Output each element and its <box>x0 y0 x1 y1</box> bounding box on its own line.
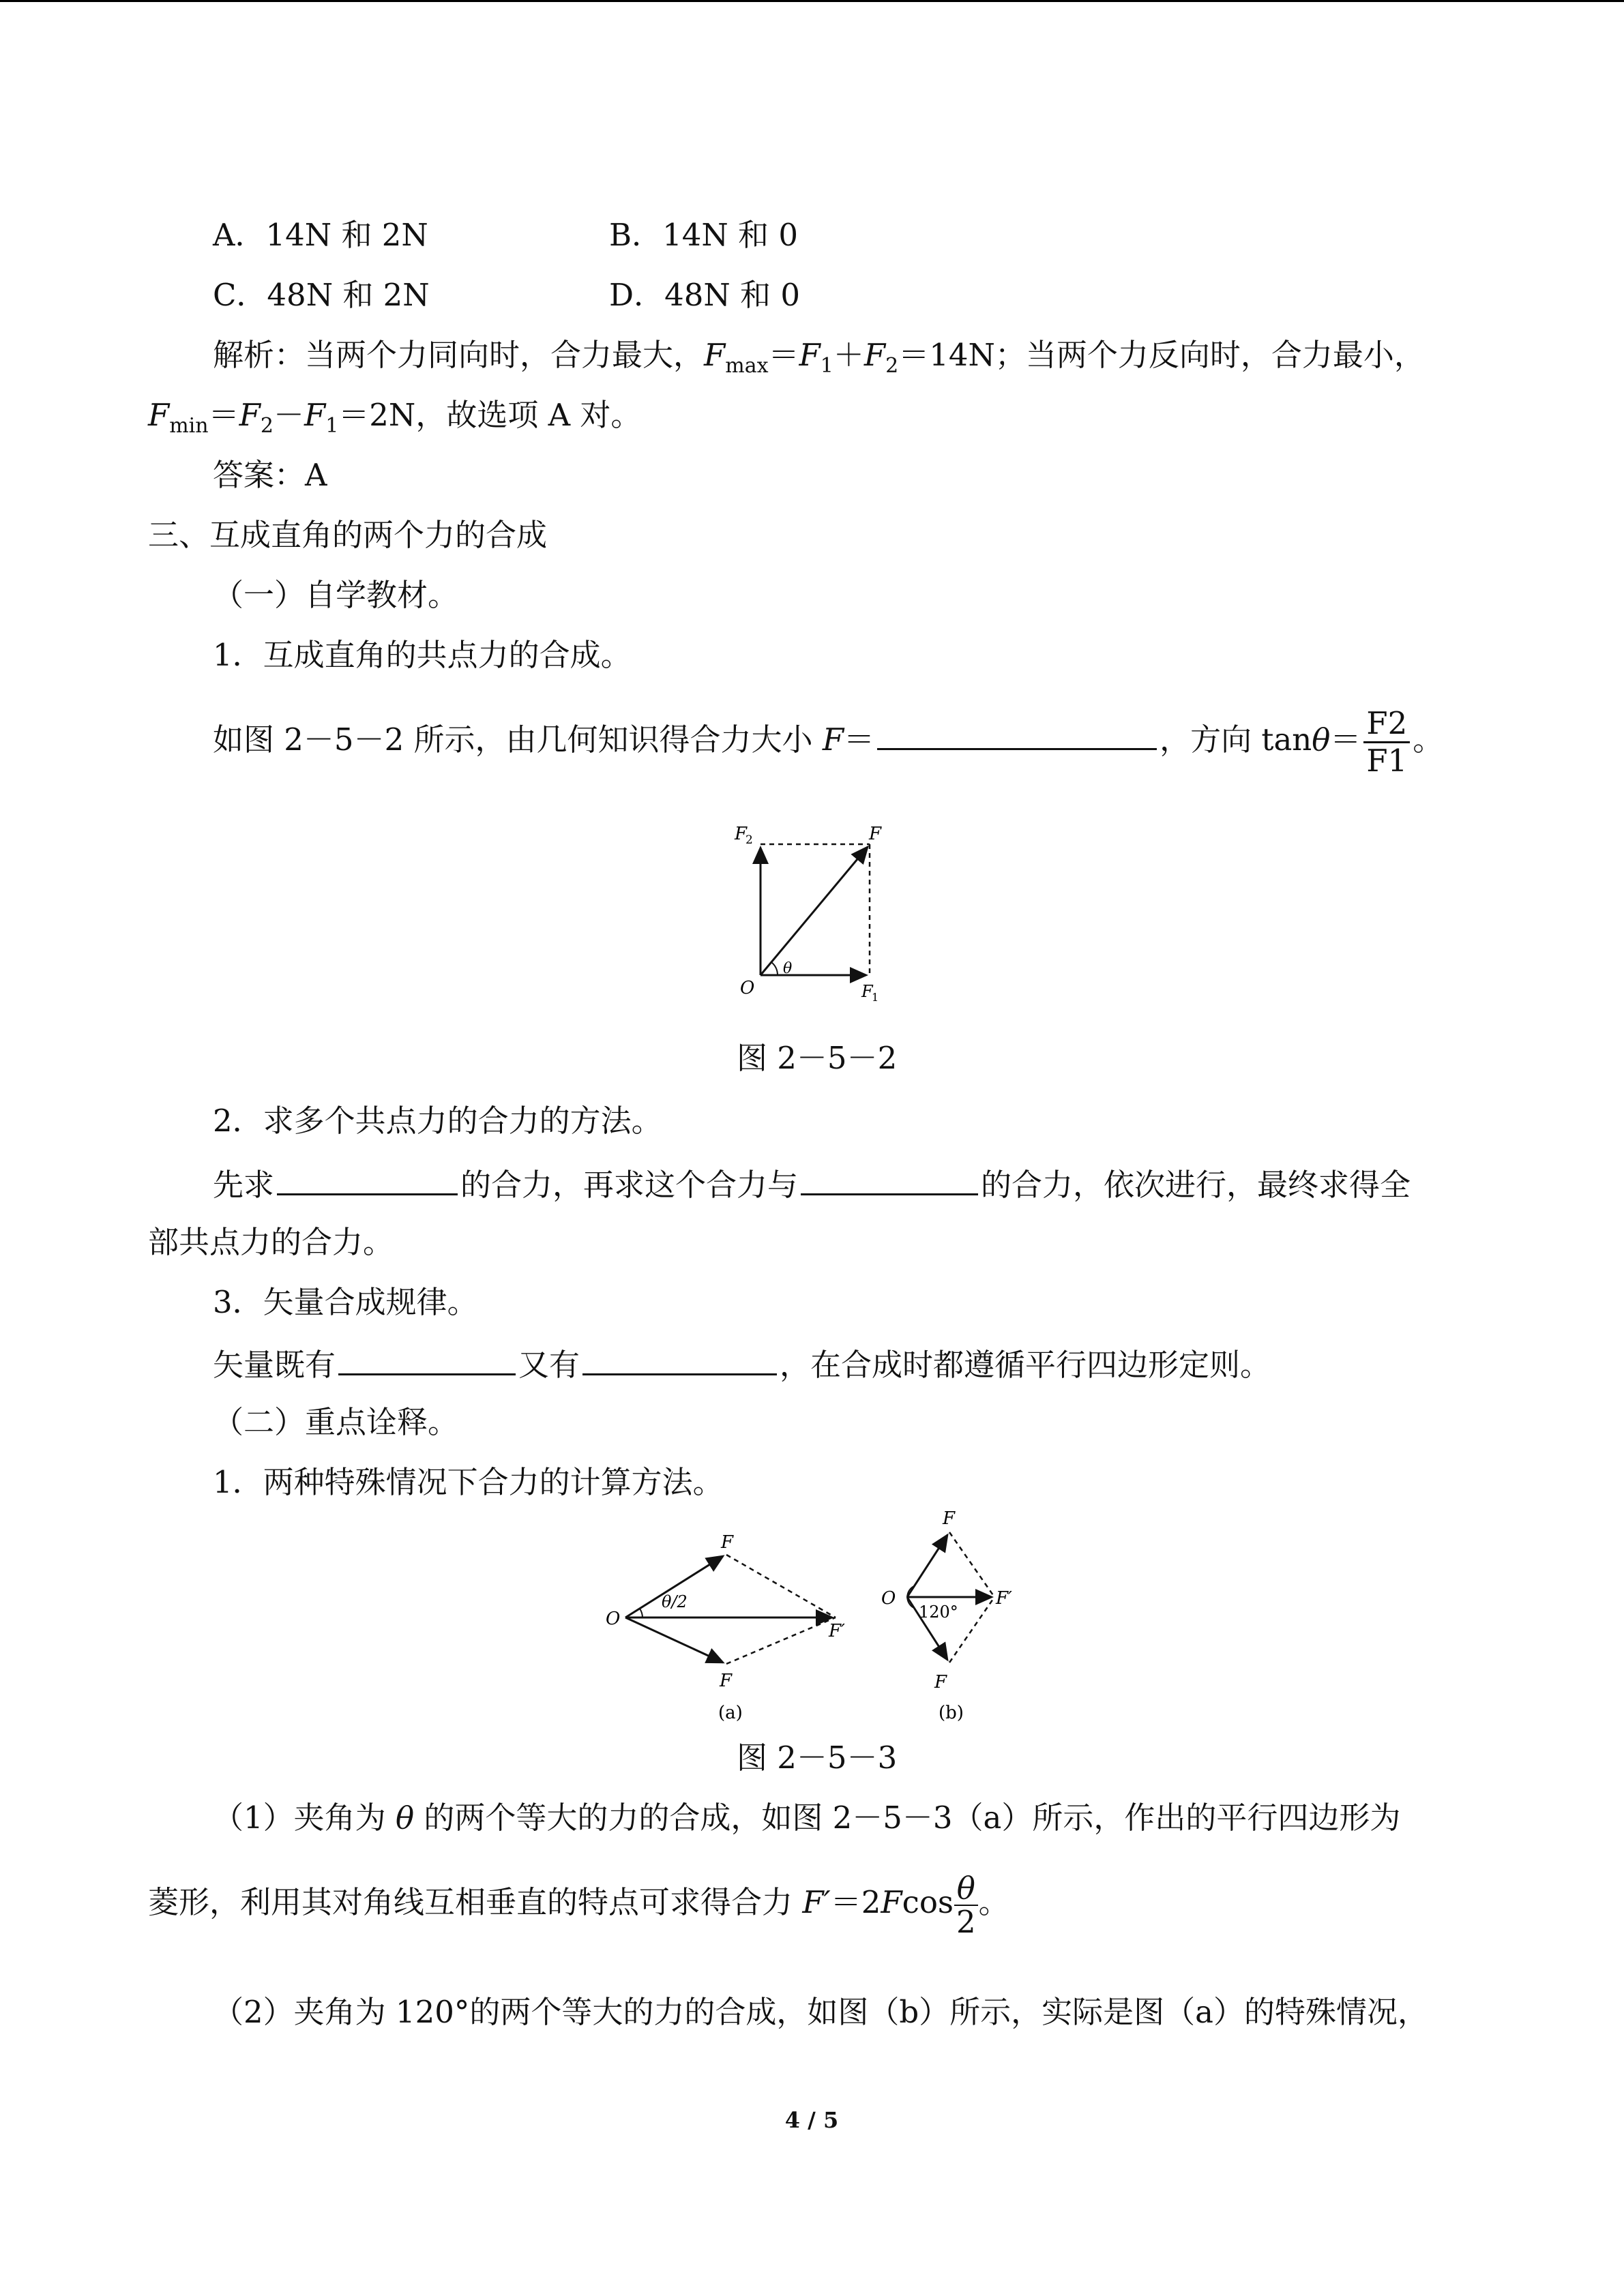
svg-text:2: 2 <box>745 833 753 847</box>
section-title: 三、互成直角的两个力的合成 <box>148 517 548 553</box>
svg-text:F: F <box>735 824 748 844</box>
answer-blank-2[interactable] <box>277 1162 458 1195</box>
subheading-self-study: （一）自学教材。 <box>213 577 459 613</box>
method-line-1: 先求 的合力，再求这个合力与 的合力，依次进行，最终求得全 <box>213 1162 1411 1206</box>
answer-blank-4[interactable] <box>338 1342 516 1375</box>
svg-text:F: F <box>869 824 882 844</box>
figure-2-5-2 <box>723 815 900 1013</box>
item-1: 1．互成直角的共点力的合成。 <box>213 637 632 673</box>
svg-text:θ: θ <box>783 960 793 977</box>
option-d: D．48N 和 0 <box>609 277 800 313</box>
item-3: 3．矢量合成规律。 <box>213 1284 478 1320</box>
vector-lower-F <box>625 1617 723 1663</box>
svg-text:(b): (b) <box>939 1703 964 1723</box>
svg-text:F: F <box>721 1532 734 1553</box>
svg-text:1: 1 <box>872 991 879 1004</box>
special-case-1-line-1: （1）夹角为 θ 的两个等大的力的合成，如图 2－5－3（a）所示，作出的平行四边形为 <box>213 1800 1401 1836</box>
item-4: 1．两种特殊情况下合力的计算方法。 <box>213 1464 724 1500</box>
svg-text:F: F <box>943 1508 956 1529</box>
svg-text:120°: 120° <box>919 1602 958 1622</box>
svg-text:F: F <box>934 1672 947 1693</box>
svg-text:O: O <box>740 978 755 998</box>
answer: 答案：A <box>213 457 327 493</box>
svg-text:O: O <box>881 1588 896 1609</box>
vector-F <box>761 847 868 975</box>
angle-arc <box>640 1609 643 1617</box>
svg-text:F: F <box>720 1671 733 1691</box>
svg-text:F: F <box>861 982 873 1001</box>
method-line-2: 部共点力的合力。 <box>148 1224 394 1260</box>
answer-blank-5[interactable] <box>582 1342 777 1375</box>
figure-2-5-3a <box>600 1524 866 1729</box>
special-case-2-line-1: （2）夹角为 120°的两个等大的力的合成，如图（b）所示，实际是图（a）的特殊情况， <box>213 1994 1428 2030</box>
answer-blank-3[interactable] <box>801 1162 978 1195</box>
answer-blank-1[interactable] <box>877 717 1157 750</box>
figure-caption-2-5-3: 图 2－5－3 <box>737 1740 898 1776</box>
figure-2-5-3b <box>873 1504 1030 1729</box>
analysis-line-1: 解析：当两个力同向时，合力最大，$F_{max}=F_1+F_2=14N$；当两个力反向时，合力最小， <box>213 337 1425 378</box>
half-angle-fraction: $\frac{\theta}{2}$ <box>954 1872 979 1939</box>
subheading-key-points: （二）重点诠释。 <box>213 1404 459 1440</box>
vector-rule-line: 矢量既有 又有 ，在合成时都遵循平行四边形定则。 <box>213 1342 1271 1386</box>
option-a: A．14N 和 2N <box>213 217 428 253</box>
page-number: 4 / 5 <box>784 2107 839 2133</box>
vector-upper-F <box>907 1535 947 1597</box>
dashed-upper-edge <box>949 1532 994 1597</box>
angle-arc <box>771 962 778 975</box>
analysis-line-2: $F_{min}=F_2-F_1=2N$，故选项 A 对。 <box>148 397 642 438</box>
dashed-lower-edge <box>726 1617 836 1664</box>
svg-text:F′: F′ <box>996 1588 1012 1609</box>
item-2: 2．求多个共点力的合力的方法。 <box>213 1103 662 1139</box>
svg-text:θ/2: θ/2 <box>662 1592 688 1611</box>
figure-caption-2-5-2: 图 2－5－2 <box>737 1040 898 1076</box>
svg-text:F′: F′ <box>829 1621 845 1641</box>
option-c: C．48N 和 2N <box>213 277 430 313</box>
dashed-upper-edge <box>726 1555 836 1617</box>
special-case-1-line-2: 菱形，利用其对角线互相垂直的特点可求得合力 F′＝2Fcos $\frac{\theta}{2}$ 。 <box>148 1869 1009 1940</box>
svg-text:O: O <box>606 1609 621 1629</box>
option-b: B．14N 和 0 <box>609 217 798 253</box>
formula-line-1: 如图 2－5－2 所示，由几何知识得合力大小 F＝ ，方向 tanθ＝ $\frac{F2}{F1}$ 。 <box>213 705 1444 779</box>
svg-text:(a): (a) <box>718 1703 743 1723</box>
tan-fraction: $\frac{F2}{F1}$ <box>1363 706 1410 779</box>
